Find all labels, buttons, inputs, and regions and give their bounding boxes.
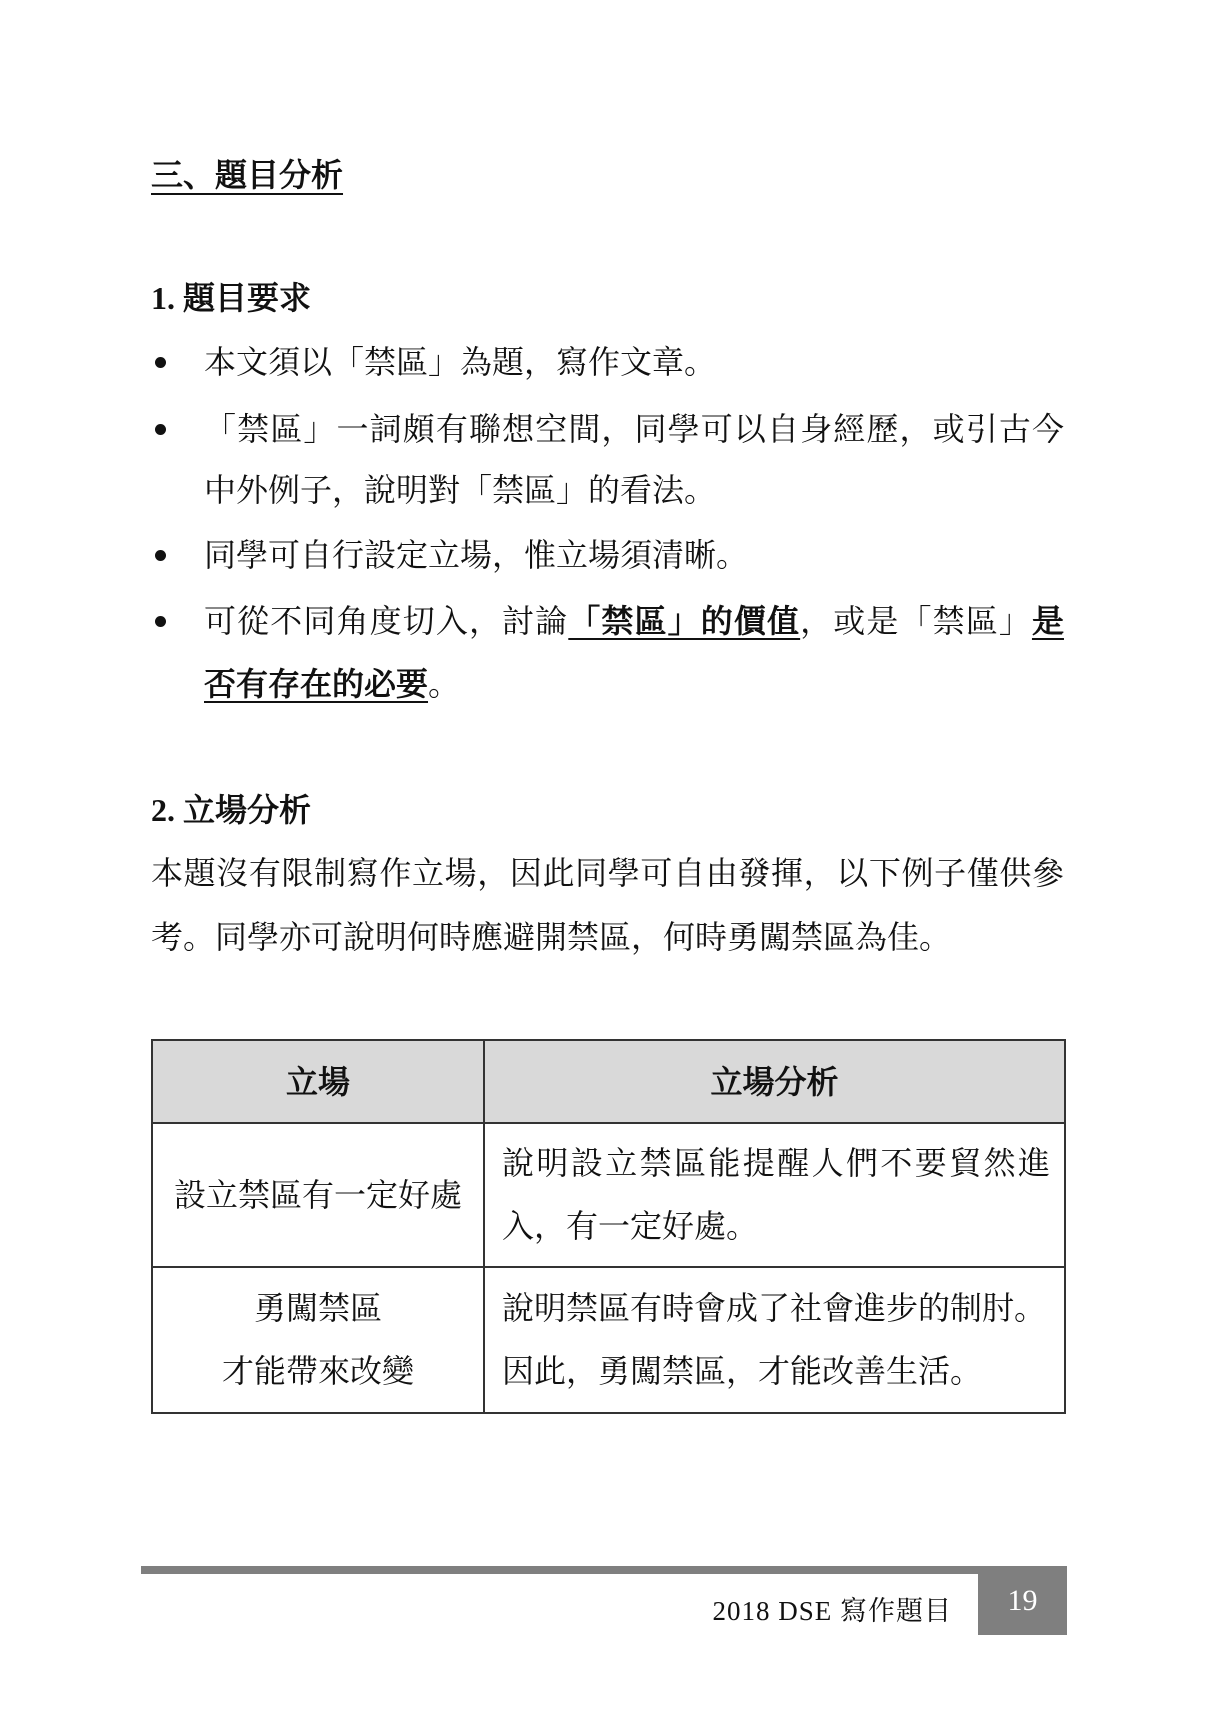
table-cell-stance <box>152 1267 484 1413</box>
stance-table <box>151 1039 1066 1414</box>
bullet-dot-icon <box>155 550 166 561</box>
table-header-row <box>152 1040 1065 1123</box>
cell-text-line: 才能帶來改變 <box>221 1353 414 1389</box>
cell-text-line: 說明禁區有時會成了社會進步的制肘。 <box>502 1290 1047 1326</box>
bullet-dot-icon <box>155 357 166 368</box>
bullet-dot-icon <box>155 616 166 627</box>
table-row <box>152 1267 1065 1413</box>
bullet-dot-icon <box>155 424 166 435</box>
footer-title: 2018 DSE 寫作題目 <box>712 1596 952 1626</box>
bullet-text-segment: 可從不同角度切入，討論 <box>204 603 569 639</box>
table-header-cell: 立場分析 <box>484 1040 1065 1123</box>
stance-heading: 2. 立場分析 <box>151 792 312 828</box>
cell-text-line: 入，有一定好處。 <box>502 1208 759 1244</box>
cell-text-line: 勇闖禁區 <box>253 1290 382 1326</box>
section-title: 三、題目分析 <box>151 157 344 193</box>
cell-text-line: 因此，勇闖禁區，才能改善生活。 <box>502 1353 983 1389</box>
paragraph-line: 本題沒有限制寫作立場，因此同學可自由發揮，以下例子僅供參 <box>151 855 1064 891</box>
page-number-badge <box>978 1566 1067 1635</box>
table-header-cell: 立場 <box>152 1040 484 1123</box>
bullet-text-segment: 。 <box>428 666 461 702</box>
table-cell-stance <box>152 1123 484 1267</box>
requirements-heading: 1. 題目要求 <box>151 280 312 316</box>
bullet-text: 同學可自行設定立場，惟立場須清晰。 <box>204 537 749 573</box>
paragraph-line: 考。同學亦可說明何時應避開禁區，何時勇闖禁區為佳。 <box>151 919 952 955</box>
table-cell-analysis <box>484 1267 1065 1413</box>
emphasized-phrase: 是 <box>1031 603 1064 639</box>
bullet-text-segment: ，或是「禁區」 <box>800 603 1032 639</box>
emphasized-phrase: 否有存在的必要 <box>204 666 429 702</box>
emphasized-phrase: 「禁區」的價值 <box>568 603 801 639</box>
bullet-text-line: 中外例子，說明對「禁區」的看法。 <box>204 472 717 508</box>
cell-text-line: 說明設立禁區能提醒人們不要貿然進 <box>502 1145 1050 1181</box>
bullet-text-line <box>204 599 1064 643</box>
bullet-text: 本文須以「禁區」為題，寫作文章。 <box>204 344 717 380</box>
bullet-text-line <box>204 662 460 706</box>
page-number: 19 <box>1007 1584 1038 1617</box>
table-row <box>152 1123 1065 1267</box>
bullet-text-line: 「禁區」一詞頗有聯想空間，同學可以自身經歷，或引古今 <box>204 411 1064 447</box>
cell-text-line: 設立禁區有一定好處 <box>173 1176 462 1213</box>
footer-rule <box>141 1566 978 1574</box>
table-cell-analysis <box>484 1123 1065 1267</box>
